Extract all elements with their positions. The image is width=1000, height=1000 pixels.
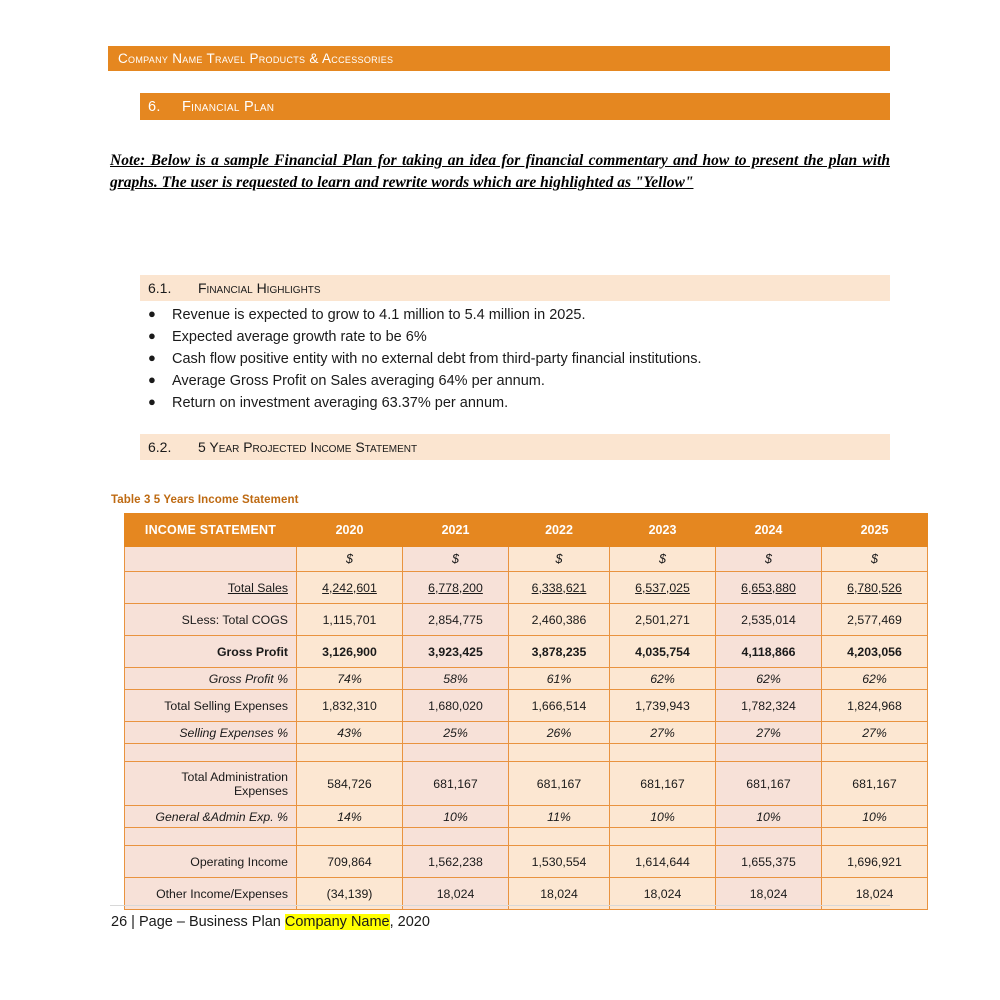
subsection-title-61: Financial Highlights xyxy=(198,280,321,296)
table-cell: 2,501,271 xyxy=(610,604,716,636)
table-row-currency xyxy=(125,547,928,572)
table-cell: $ xyxy=(716,547,822,572)
table-cell: 18,024 xyxy=(610,878,716,910)
table-cell: 681,167 xyxy=(716,762,822,806)
list-item xyxy=(146,304,886,326)
table-cell: 58% xyxy=(403,668,509,690)
column-header-2022: 2022 xyxy=(509,514,610,547)
subsection-number-61: 6.1. xyxy=(148,280,172,296)
list-item-text: Expected average growth rate to be 6% xyxy=(172,329,427,346)
table-cell: 1,614,644 xyxy=(610,846,716,878)
table-cell: 1,696,921 xyxy=(822,846,928,878)
table-cell: 25% xyxy=(403,722,509,744)
table-cell: 709,864 xyxy=(297,846,403,878)
table-body xyxy=(125,547,928,910)
row-label: Operating Income xyxy=(125,846,297,878)
table-cell: 4,203,056 xyxy=(822,636,928,668)
footer-divider xyxy=(110,905,890,906)
row-label xyxy=(125,744,297,762)
table-row xyxy=(125,636,928,668)
table-row xyxy=(125,722,928,744)
table-cell: 6,338,621 xyxy=(509,572,610,604)
table-cell xyxy=(610,828,716,846)
table-cell: 1,562,238 xyxy=(403,846,509,878)
subsection-number-62: 6.2. xyxy=(148,439,172,455)
column-header-2023: 2023 xyxy=(610,514,716,547)
column-header-label: INCOME STATEMENT xyxy=(125,514,297,547)
table-cell xyxy=(716,744,822,762)
list-item-text: Average Gross Profit on Sales averaging 64% per annum. xyxy=(172,373,545,390)
subsection-title-62: 5 Year Projected Income Statement xyxy=(198,439,418,455)
subsection-heading-income-statement xyxy=(140,434,890,460)
table-cell xyxy=(403,744,509,762)
table-cell: 26% xyxy=(509,722,610,744)
table-cell: 27% xyxy=(610,722,716,744)
table-cell: 1,115,701 xyxy=(297,604,403,636)
table-cell: 74% xyxy=(297,668,403,690)
table-caption: Table 3 5 Years Income Statement xyxy=(111,494,299,506)
column-header-2021: 2021 xyxy=(403,514,509,547)
financial-highlights-list xyxy=(146,304,886,414)
table-cell: 4,242,601 xyxy=(297,572,403,604)
table-row xyxy=(125,762,928,806)
table-cell: 3,878,235 xyxy=(509,636,610,668)
table-cell: 14% xyxy=(297,806,403,828)
table-row xyxy=(125,572,928,604)
table-row-spacer xyxy=(125,744,928,762)
table-cell: $ xyxy=(610,547,716,572)
table-cell: $ xyxy=(822,547,928,572)
table-cell: 62% xyxy=(822,668,928,690)
table-cell: 10% xyxy=(716,806,822,828)
table-cell: 61% xyxy=(509,668,610,690)
table-cell: 681,167 xyxy=(822,762,928,806)
table-cell: 1,832,310 xyxy=(297,690,403,722)
row-label: Selling Expenses % xyxy=(125,722,297,744)
table-cell: 18,024 xyxy=(822,878,928,910)
list-item-text: Revenue is expected to grow to 4.1 million to 5.4 million in 2025. xyxy=(172,307,586,323)
table-cell xyxy=(610,744,716,762)
section-heading-financial-plan xyxy=(140,93,890,120)
company-header-text: Company Name Travel Products & Accessories xyxy=(118,51,394,66)
list-item xyxy=(146,392,886,414)
table-cell: 681,167 xyxy=(403,762,509,806)
table-header-row xyxy=(125,514,928,547)
table-cell: 43% xyxy=(297,722,403,744)
table-cell: 2,577,469 xyxy=(822,604,928,636)
list-item-text: Return on investment averaging 63.37% per annum. xyxy=(172,395,509,412)
table-cell: 11% xyxy=(509,806,610,828)
subsection-heading-financial-highlights xyxy=(140,275,890,301)
row-label: SLess: Total COGS xyxy=(125,604,297,636)
list-item xyxy=(146,326,886,348)
list-item xyxy=(146,370,886,392)
table-cell: 6,537,025 xyxy=(610,572,716,604)
table-cell: 6,653,880 xyxy=(716,572,822,604)
table-cell: $ xyxy=(403,547,509,572)
footer-prefix: 26 | Page – Business Plan xyxy=(111,914,285,930)
table-cell: 1,530,554 xyxy=(509,846,610,878)
table-cell xyxy=(403,828,509,846)
table-cell: $ xyxy=(509,547,610,572)
row-label xyxy=(125,828,297,846)
table-row xyxy=(125,806,928,828)
table-cell: 10% xyxy=(610,806,716,828)
table-cell: 681,167 xyxy=(610,762,716,806)
table-cell: 3,923,425 xyxy=(403,636,509,668)
column-header-2025: 2025 xyxy=(822,514,928,547)
row-label: Other Income/Expenses xyxy=(125,878,297,910)
table-cell: 18,024 xyxy=(403,878,509,910)
row-label: Total Administration Expenses xyxy=(125,762,297,806)
table-cell: 1,680,020 xyxy=(403,690,509,722)
bullet-icon: ● xyxy=(148,328,156,344)
row-label: Gross Profit xyxy=(125,636,297,668)
table-cell: 2,854,775 xyxy=(403,604,509,636)
table-cell xyxy=(297,828,403,846)
table-cell: 1,666,514 xyxy=(509,690,610,722)
footer-highlight-company-name: Company Name xyxy=(284,914,390,930)
income-statement-table xyxy=(124,513,928,910)
table-cell: 2,535,014 xyxy=(716,604,822,636)
table-cell: 6,778,200 xyxy=(403,572,509,604)
section-title: Financial Plan xyxy=(182,98,275,115)
section-number: 6. xyxy=(148,98,161,115)
bullet-icon: ● xyxy=(148,350,156,366)
table-cell: 10% xyxy=(822,806,928,828)
table-cell: 4,118,866 xyxy=(716,636,822,668)
row-label xyxy=(125,547,297,572)
table-cell: 62% xyxy=(716,668,822,690)
table-cell: 27% xyxy=(822,722,928,744)
table-cell: 27% xyxy=(716,722,822,744)
row-label: Gross Profit % xyxy=(125,668,297,690)
table-cell: 6,780,526 xyxy=(822,572,928,604)
bullet-icon: ● xyxy=(148,372,156,388)
table-cell xyxy=(509,744,610,762)
table-row xyxy=(125,668,928,690)
table-cell: 1,824,968 xyxy=(822,690,928,722)
table-cell: 681,167 xyxy=(509,762,610,806)
list-item xyxy=(146,348,886,370)
table-cell: 1,739,943 xyxy=(610,690,716,722)
page-footer xyxy=(111,914,430,930)
table-cell: 4,035,754 xyxy=(610,636,716,668)
document-header-bar xyxy=(108,46,890,71)
footer-suffix: , 2020 xyxy=(389,914,430,930)
row-label: Total Selling Expenses xyxy=(125,690,297,722)
table-cell xyxy=(297,744,403,762)
table-cell: 3,126,900 xyxy=(297,636,403,668)
table-row xyxy=(125,604,928,636)
note-paragraph: Note: Below is a sample Financial Plan for taking an idea for financial commentary and how to present the plan with graphs. The user is requested to learn and rewrite words which are highlighted as "Yellow" xyxy=(110,152,890,191)
table-cell: 1,782,324 xyxy=(716,690,822,722)
bullet-icon: ● xyxy=(148,306,156,321)
table-cell: (34,139) xyxy=(297,878,403,910)
column-header-2024: 2024 xyxy=(716,514,822,547)
table-cell xyxy=(509,828,610,846)
row-label: General &Admin Exp. % xyxy=(125,806,297,828)
table-cell: 1,655,375 xyxy=(716,846,822,878)
table-cell xyxy=(822,828,928,846)
table-cell: 10% xyxy=(403,806,509,828)
table-cell: $ xyxy=(297,547,403,572)
table-row-spacer xyxy=(125,828,928,846)
table-cell xyxy=(716,828,822,846)
table-cell: 62% xyxy=(610,668,716,690)
table-cell: 18,024 xyxy=(716,878,822,910)
row-label: Total Sales xyxy=(125,572,297,604)
table-cell xyxy=(822,744,928,762)
bullet-icon: ● xyxy=(148,394,156,410)
column-header-2020: 2020 xyxy=(297,514,403,547)
table-cell: 18,024 xyxy=(509,878,610,910)
table-row xyxy=(125,846,928,878)
table-row xyxy=(125,690,928,722)
table-cell: 584,726 xyxy=(297,762,403,806)
table-cell: 2,460,386 xyxy=(509,604,610,636)
list-item-text: Cash flow positive entity with no external debt from third-party financial institutions. xyxy=(172,351,702,368)
